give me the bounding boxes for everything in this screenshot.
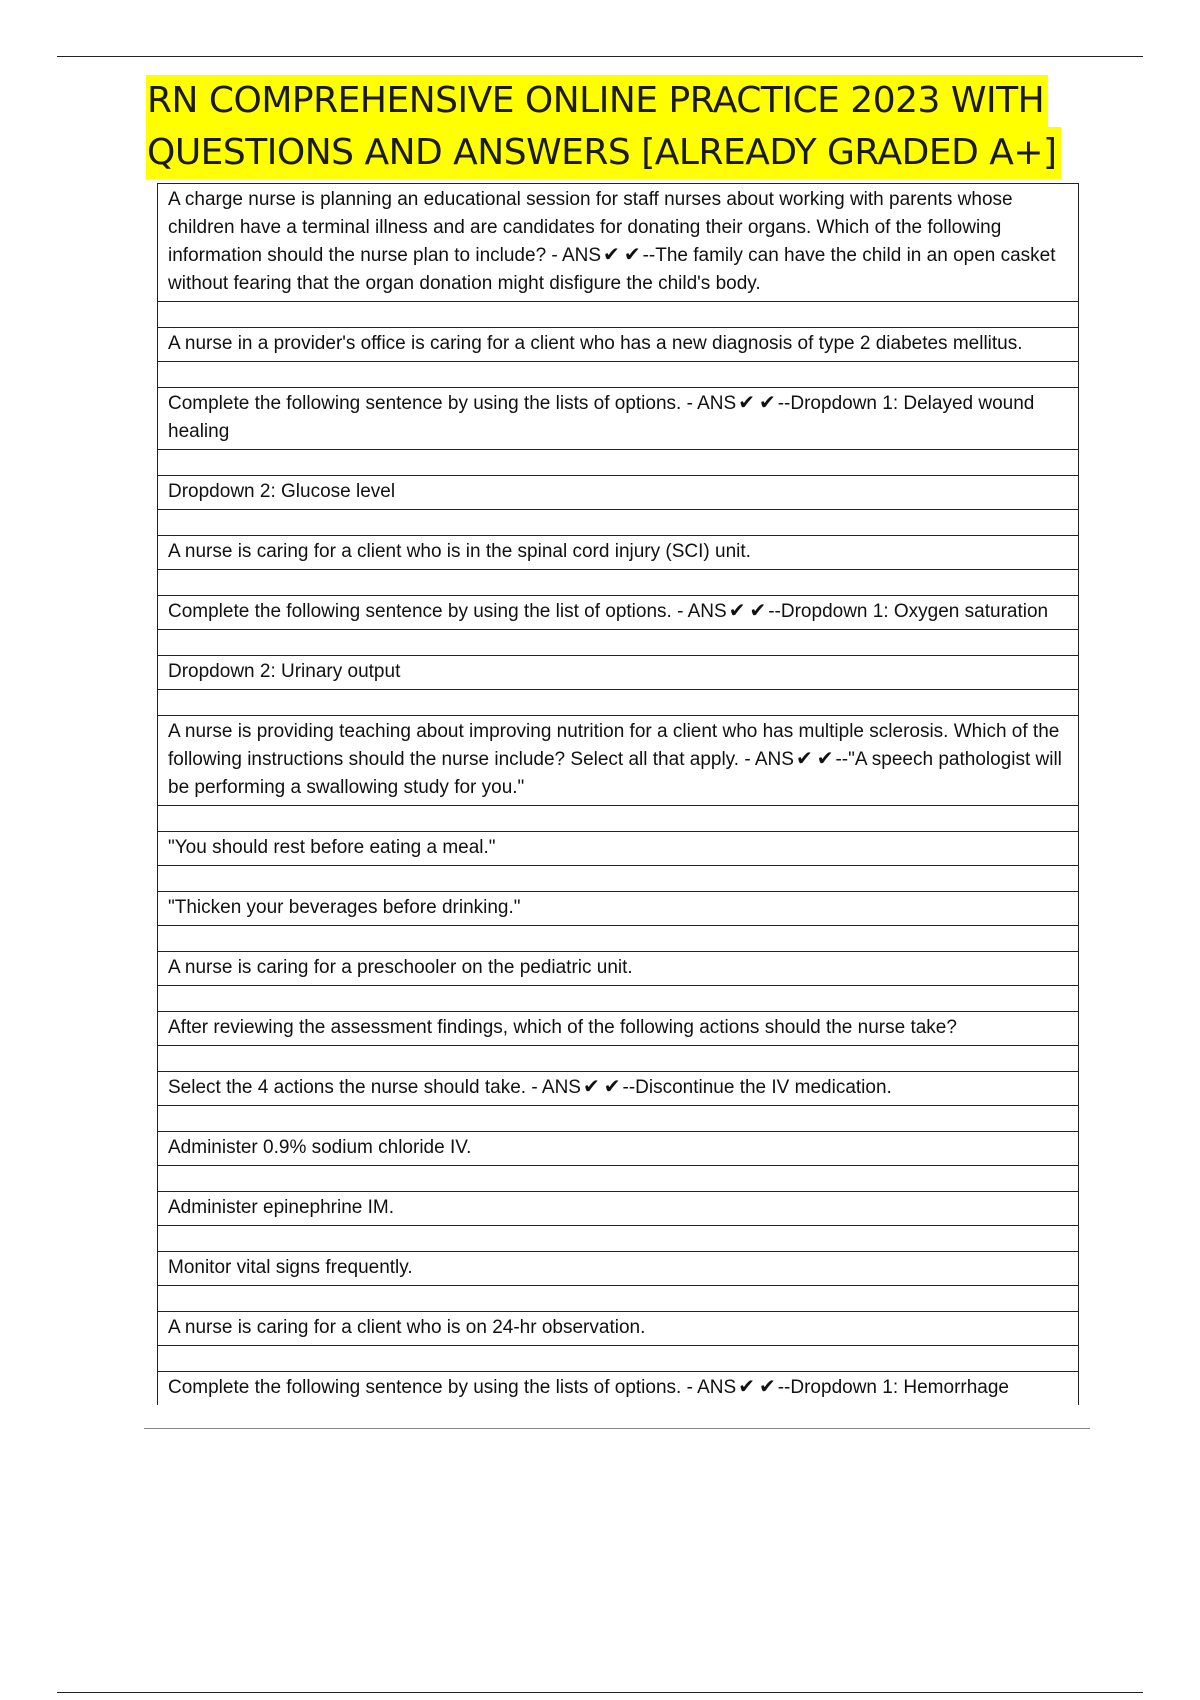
row-answer-text: --Dropdown 1: Hemorrhage (777, 1377, 1009, 1398)
row-question-text: Complete the following sentence by using the list of options. - ANS (168, 601, 727, 622)
row-question-text: Complete the following sentence by using the lists of options. - ANS (168, 1377, 737, 1398)
qa-blank-row (158, 806, 1078, 832)
qa-blank-row (158, 510, 1078, 536)
qa-blank-row (158, 1046, 1078, 1072)
check-mark-icon: ✔ (758, 1374, 776, 1398)
row-question-text: Dropdown 2: Glucose level (168, 481, 396, 502)
qa-text-row (158, 388, 1078, 450)
check-mark-icon: ✔ (603, 1074, 621, 1098)
row-question-text: "You should rest before eating a meal." (168, 837, 496, 858)
row-question-text: Complete the following sentence by using the lists of options. - ANS (168, 393, 737, 414)
title-line-2: QUESTIONS AND ANSWERS [ALREADY GRADED A+] (146, 127, 1061, 179)
row-question-text: A charge nurse is planning an educational session for staff nurses about working with parents whose children have a terminal illness and are candidates for donating their organs. Which of the following information should the nurse plan to include? - ANS (168, 189, 1013, 266)
row-question-text: A nurse in a provider's office is caring for a client who has a new diagnosis of type 2 diabetes mellitus. (168, 333, 1023, 354)
row-question-text: A nurse is caring for a client who is in the spinal cord injury (SCI) unit. (168, 541, 751, 562)
qa-text-row (158, 832, 1078, 866)
qa-text-row (158, 1372, 1078, 1405)
table-bottom-rule (144, 1428, 1090, 1429)
qa-text-row (158, 656, 1078, 690)
row-answer-text: --"A speech pathologist will be performing a swallowing study for you." (168, 749, 1062, 798)
qa-blank-row (158, 1286, 1078, 1312)
row-question-text: A nurse is caring for a client who is on 24-hr observation. (168, 1317, 646, 1338)
qa-blank-row (158, 690, 1078, 716)
check-mark-icon: ✔ (728, 598, 746, 622)
check-mark-icon: ✔ (582, 1074, 600, 1098)
row-answer-text: --Dropdown 1: Delayed wound healing (168, 393, 1035, 442)
qa-text-row (158, 892, 1078, 926)
page-bottom-rule (57, 1692, 1143, 1693)
check-mark-icon: ✔ (738, 390, 755, 414)
qa-table (157, 183, 1079, 1405)
row-answer-text: --The family can have the child in an open casket without fearing that the organ donation might disfigure the child's body. (168, 245, 1056, 294)
qa-blank-row (158, 362, 1078, 388)
qa-text-row (158, 328, 1078, 362)
document-title (146, 75, 1086, 179)
check-mark-icon: ✔ (795, 746, 813, 770)
check-mark-icon: ✔ (749, 598, 767, 622)
row-question-text: A nurse is caring for a preschooler on the pediatric unit. (168, 957, 633, 978)
qa-blank-row (158, 866, 1078, 892)
qa-blank-row (158, 1166, 1078, 1192)
row-question-text: Administer 0.9% sodium chloride IV. (168, 1137, 472, 1158)
qa-text-row (158, 596, 1078, 630)
qa-blank-row (158, 630, 1078, 656)
qa-blank-row (158, 986, 1078, 1012)
qa-blank-row (158, 1106, 1078, 1132)
qa-text-row (158, 952, 1078, 986)
qa-text-row (158, 1312, 1078, 1346)
qa-text-row (158, 1192, 1078, 1226)
check-mark-icon: ✔ (623, 242, 641, 266)
row-question-text: Dropdown 2: Urinary output (168, 661, 401, 682)
row-question-text: Monitor vital signs frequently. (168, 1257, 413, 1278)
qa-text-row (158, 1252, 1078, 1286)
page-top-rule (57, 56, 1143, 57)
title-line-1: RN COMPREHENSIVE ONLINE PRACTICE 2023 WITH (146, 75, 1048, 127)
check-mark-icon: ✔ (603, 242, 620, 266)
qa-text-row (158, 536, 1078, 570)
qa-blank-row (158, 1226, 1078, 1252)
row-question-text: A nurse is providing teaching about improving nutrition for a client who has multiple sclerosis. Which of the following instructions should the nurse include? Select all that apply. - ANS (168, 721, 1060, 770)
qa-text-row (158, 476, 1078, 510)
row-question-text: "Thicken your beverages before drinking." (168, 897, 521, 918)
qa-text-row (158, 716, 1078, 806)
qa-blank-row (158, 450, 1078, 476)
row-answer-text: --Dropdown 1: Oxygen saturation (768, 601, 1049, 622)
check-mark-icon: ✔ (758, 390, 776, 414)
qa-text-row (158, 1132, 1078, 1166)
row-question-text: Administer epinephrine IM. (168, 1197, 394, 1218)
qa-blank-row (158, 1346, 1078, 1372)
qa-blank-row (158, 570, 1078, 596)
check-mark-icon: ✔ (816, 746, 834, 770)
row-answer-text: --Discontinue the IV medication. (622, 1077, 892, 1098)
qa-text-row (158, 1012, 1078, 1046)
qa-blank-row (158, 302, 1078, 328)
qa-blank-row (158, 926, 1078, 952)
row-question-text: Select the 4 actions the nurse should take. - ANS (168, 1077, 581, 1098)
check-mark-icon: ✔ (738, 1374, 755, 1398)
qa-text-row (158, 1072, 1078, 1106)
row-question-text: After reviewing the assessment findings, which of the following actions should the nurse take? (168, 1017, 957, 1038)
qa-text-row (158, 184, 1078, 302)
